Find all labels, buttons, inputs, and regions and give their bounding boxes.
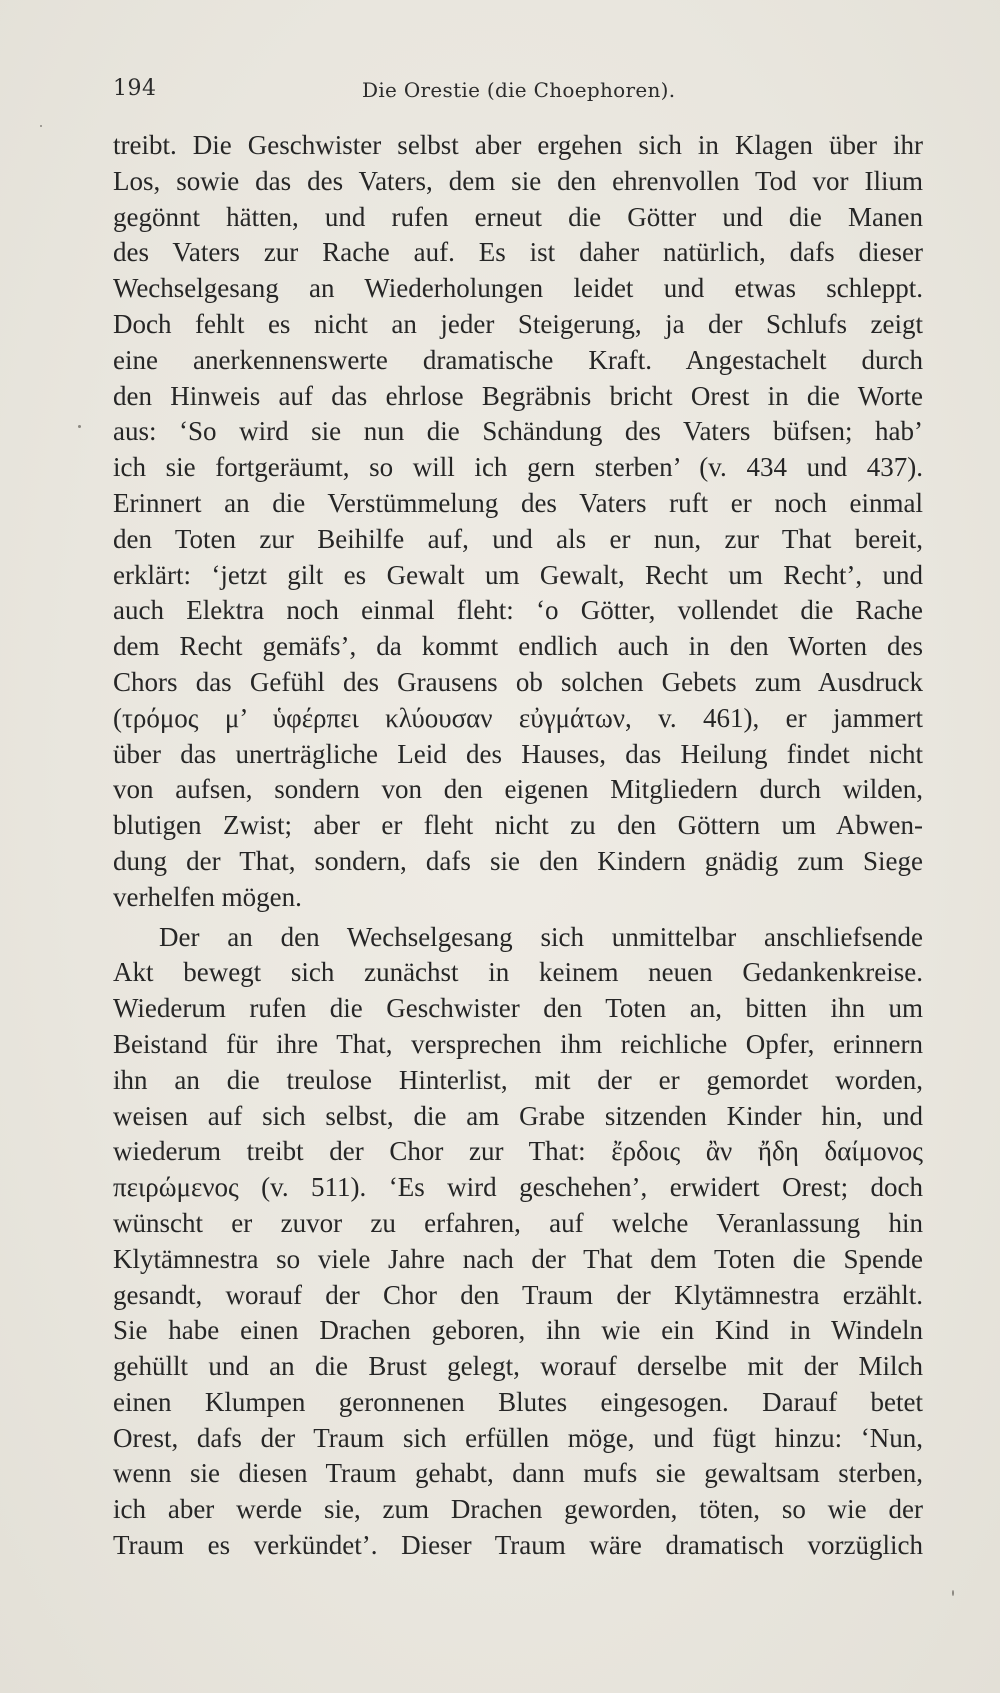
text-line: dem Recht gemäfs’, da kommt endlich auch in den Worten des	[113, 631, 923, 662]
text-line: den Toten zur Beihilfe auf, und als er nun, zur That bereit,	[113, 523, 923, 554]
text-line: gegönnt hätten, und rufen erneut die Götter und die Manen	[113, 201, 923, 232]
paper-speck	[40, 125, 42, 127]
text-line: von aufsen, sondern von den eigenen Mitgliedern durch wilden,	[113, 774, 923, 805]
text-line: Beistand für ihre That, versprechen ihm reichliche Opfer, erinnern	[113, 1028, 923, 1059]
text-line: erklärt: ‘jetzt gilt es Gewalt um Gewalt, Recht um Recht’, und	[113, 559, 923, 590]
text-line: aus: ‘So wird sie nun die Schändung des Vaters büfsen; hab’	[113, 416, 923, 447]
text-line: des Vaters zur Rache auf. Es ist daher natürlich, dafs dieser	[113, 237, 923, 268]
text-line: Doch fehlt es nicht an jeder Steigerung, ja der Schlufs zeigt	[113, 308, 923, 339]
paper-speck	[78, 425, 81, 428]
text-line: treibt. Die Geschwister selbst aber ergehen sich in Klagen über ihr	[113, 130, 923, 160]
text-line: Klytämnestra so viele Jahre nach der That dem Toten die Spende	[113, 1243, 923, 1274]
text-line: Traum es verkündet’. Dieser Traum wäre dramatisch vorzüglich	[113, 1530, 923, 1561]
paragraph-1	[113, 128, 923, 916]
text-line: Sie habe einen Drachen geboren, ihn wie ein Kind in Windeln	[113, 1315, 923, 1346]
text-line: Erinnert an die Verstümmelung des Vaters ruft er noch einmal	[113, 487, 923, 518]
paragraph-2	[113, 920, 923, 1564]
page-number: 194	[113, 76, 157, 101]
text-line-greek-quote: (τρόμος μ’ ὑφέρπει κλύουσαν εὐγμάτων, v. 461), er jammert	[113, 702, 923, 733]
text-line: auch Elektra noch einmal fleht: ‘o Götter, vollendet die Rache	[113, 595, 923, 626]
text-line: einen Klumpen geronnenen Blutes eingesogen. Darauf betet	[113, 1386, 923, 1417]
text-line: weisen auf sich selbst, die am Grabe sitzenden Kinder hin, und	[113, 1100, 923, 1131]
body-text	[113, 128, 923, 1564]
text-line-greek-quote: πειρώμενος (v. 511). ‘Es wird geschehen’, erwidert Orest; doch	[113, 1172, 923, 1203]
text-line: wenn sie diesen Traum gehabt, dann mufs sie gewaltsam sterben,	[113, 1458, 923, 1489]
text-line: blutigen Zwist; aber er fleht nicht zu den Göttern um Abwen-	[113, 810, 923, 841]
text-line: Wiederum rufen die Geschwister den Toten an, bitten ihn um	[113, 993, 923, 1024]
text-line: Chors das Gefühl des Grausens ob solchen Gebets zum Ausdruck	[113, 666, 923, 697]
running-title: Die Orestie (die Choephoren).	[362, 78, 676, 102]
text-line: Orest, dafs der Traum sich erfüllen möge, und fügt hinzu: ‘Nun,	[113, 1422, 923, 1453]
text-line-greek-quote: wiederum treibt der Chor zur That: ἔρδοις ἂν ἤδη δαίμονος	[113, 1136, 923, 1167]
text-line: ich sie fortgeräumt, so will ich gern sterben’ (v. 434 und 437).	[113, 452, 923, 483]
text-line: gehüllt und an die Brust gelegt, worauf derselbe mit der Milch	[113, 1351, 923, 1382]
page-header	[113, 76, 923, 108]
text-line: Wechselgesang an Wiederholungen leidet und etwas schleppt.	[113, 273, 923, 304]
text-line: wünscht er zuvor zu erfahren, auf welche Veranlassung hin	[113, 1207, 923, 1238]
text-line: Los, sowie das des Vaters, dem sie den ehrenvollen Tod vor Ilium	[113, 165, 923, 196]
text-line: dung der That, sondern, dafs sie den Kindern gnädig zum Siege	[113, 845, 923, 876]
text-line: ihn an die treulose Hinterlist, mit der er gemordet worden,	[113, 1064, 923, 1095]
text-line: Der an den Wechselgesang sich unmittelbar anschliefsende	[159, 921, 923, 952]
text-line: gesandt, worauf der Chor den Traum der Klytämnestra erzählt.	[113, 1279, 923, 1310]
text-line: verhelfen mögen.	[113, 881, 302, 912]
text-line: Akt bewegt sich zunächst in keinem neuen Gedankenkreise.	[113, 957, 923, 988]
text-line: den Hinweis auf das ehrlose Begräbnis bricht Orest in die Worte	[113, 380, 923, 411]
text-line: über das unerträgliche Leid des Hauses, das Heilung findet nicht	[113, 738, 923, 769]
text-line: eine anerkennenswerte dramatische Kraft. Angestachelt durch	[113, 344, 923, 375]
text-line: ich aber werde sie, zum Drachen geworden, töten, so wie der	[113, 1494, 923, 1525]
paper-speck	[952, 1590, 954, 1596]
